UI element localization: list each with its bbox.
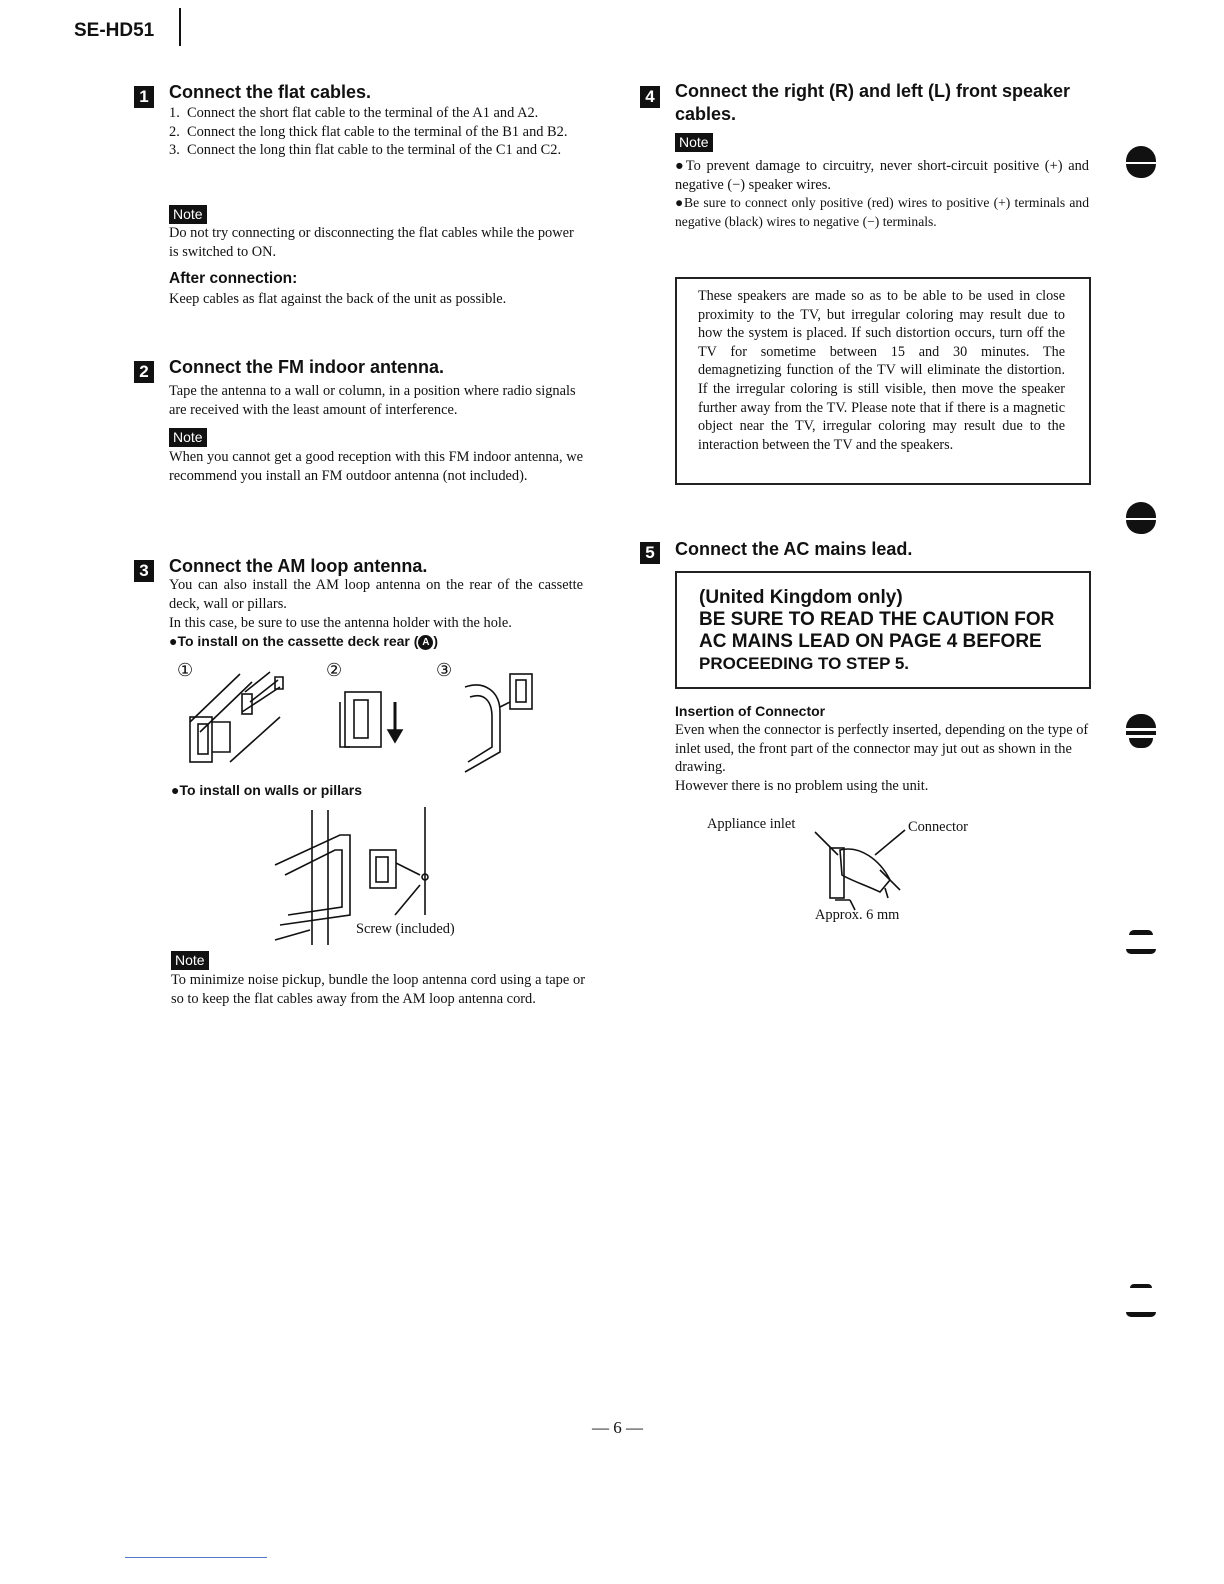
figure-step-label: ①: [177, 660, 194, 680]
step-3-text-2: In this case, be sure to use the antenna holder with the hole.: [169, 615, 512, 631]
registration-mark: [1124, 1284, 1158, 1317]
speaker-info-text: These speakers are made so as to be able to be used in close proximity to the TV, but irregular coloring may result due to how the system is placed. If such distortion occurs, turn off the TV for sometime between 15 and 30 minutes. The demagnetizing function of the TV will eliminate the distortion. If the irregular coloring is still visible, then move the speaker further away from the TV. Please note that if there is a magnetic object near the TV, irregular coloring may result due to the interaction between the TV and the speakers.: [698, 288, 1065, 453]
note-label: Note: [169, 428, 207, 447]
step-2-badge: 2: [134, 361, 154, 383]
page-number: — 6 —: [592, 1418, 643, 1437]
note-label: Note: [169, 205, 207, 224]
footer-rule: [125, 1557, 267, 1558]
figure-step-label: ②: [326, 660, 343, 680]
step-2-title: Connect the FM indoor antenna.: [169, 357, 444, 377]
step-1-badge: 1: [134, 86, 154, 108]
insertion-title: Insertion of Connector: [675, 703, 826, 719]
step-1-note: Do not try connecting or disconnecting the flat cables while the power is switched to ON.: [169, 225, 574, 260]
step-3-note: To minimize noise pickup, bundle the loop antenna cord using a tape or so to keep the flat cables away from the AM loop antenna cord.: [171, 972, 585, 1007]
connector-figure: [810, 820, 920, 915]
step-4-bullet-2: ●Be sure to connect only positive (red) wires to positive (+) terminals and negative (black) wires to negative (−) terminals.: [675, 195, 1089, 229]
step-3-text-1: You can also install the AM loop antenna on the rear of the cassette deck, wall or pillars.: [169, 577, 583, 612]
appliance-inlet-label: Appliance inlet: [707, 816, 796, 832]
screw-label: Screw (included): [356, 921, 455, 937]
caution-line-4: PROCEEDING TO STEP 5.: [699, 654, 910, 673]
after-connection-title: After connection:: [169, 270, 298, 287]
step-1-list: [169, 104, 583, 160]
note-label: Note: [171, 951, 209, 970]
list-item: 3. Connect the long thin flat cable to the terminal of the C1 and C2.: [169, 142, 562, 159]
step-4-title: Connect the right (R) and left (L) front speaker cables.: [675, 81, 1071, 124]
circled-a-icon: A: [418, 635, 433, 650]
bullet-cassette-deck: ●To install on the cassette deck rear ( A ): [169, 633, 439, 649]
caution-line-1: (United Kingdom only): [699, 587, 903, 608]
figure-step-label: ③: [436, 660, 453, 680]
step-2-text: Tape the antenna to a wall or column, in a position where radio signals are received with the least amount of interference.: [169, 383, 576, 418]
registration-mark: [1124, 714, 1158, 748]
step-1-title: Connect the flat cables.: [169, 82, 372, 102]
step-4-bullet-1: ●To prevent damage to circuitry, never short-circuit positive (+) and negative (−) speaker wires.: [675, 158, 1089, 193]
registration-mark: [1124, 930, 1158, 954]
after-connection-text: Keep cables as flat against the back of the unit as possible.: [169, 291, 507, 307]
caution-line-3: AC MAINS LEAD ON PAGE 4 BEFORE: [699, 631, 1042, 652]
step-5-badge: 5: [640, 542, 660, 564]
bullet-walls-pillars: ●To install on walls or pillars: [171, 782, 363, 798]
step-5-title: Connect the AC mains lead.: [675, 539, 913, 559]
step-4-badge: 4: [640, 86, 660, 108]
model-number: SE-HD51: [74, 20, 155, 41]
registration-mark: [1124, 502, 1158, 534]
caution-line-2: BE SURE TO READ THE CAUTION FOR: [699, 609, 1055, 630]
step-3-title: Connect the AM loop antenna.: [169, 556, 428, 576]
note-label: Note: [675, 133, 713, 152]
step-2-note: When you cannot get a good reception with this FM indoor antenna, we recommend you install an FM outdoor antenna (not included).: [169, 449, 583, 484]
header-divider: [179, 8, 181, 46]
insertion-text-2: However there is no problem using the unit.: [675, 778, 929, 794]
registration-mark: [1124, 146, 1158, 178]
insertion-text: Even when the connector is perfectly inserted, depending on the type of inlet used, the front part of the connector may jut out as shown in the drawing.: [675, 722, 1089, 776]
list-item: 1. Connect the short flat cable to the terminal of the A1 and A2.: [169, 105, 539, 121]
step-3-badge: 3: [134, 560, 154, 582]
connector-label: Connector: [908, 819, 968, 835]
cassette-deck-install-figure: [180, 662, 550, 777]
list-item: 2. Connect the long thick flat cable to the terminal of the B1 and B2.: [169, 123, 568, 140]
approx-label: Approx. 6 mm: [815, 907, 900, 923]
